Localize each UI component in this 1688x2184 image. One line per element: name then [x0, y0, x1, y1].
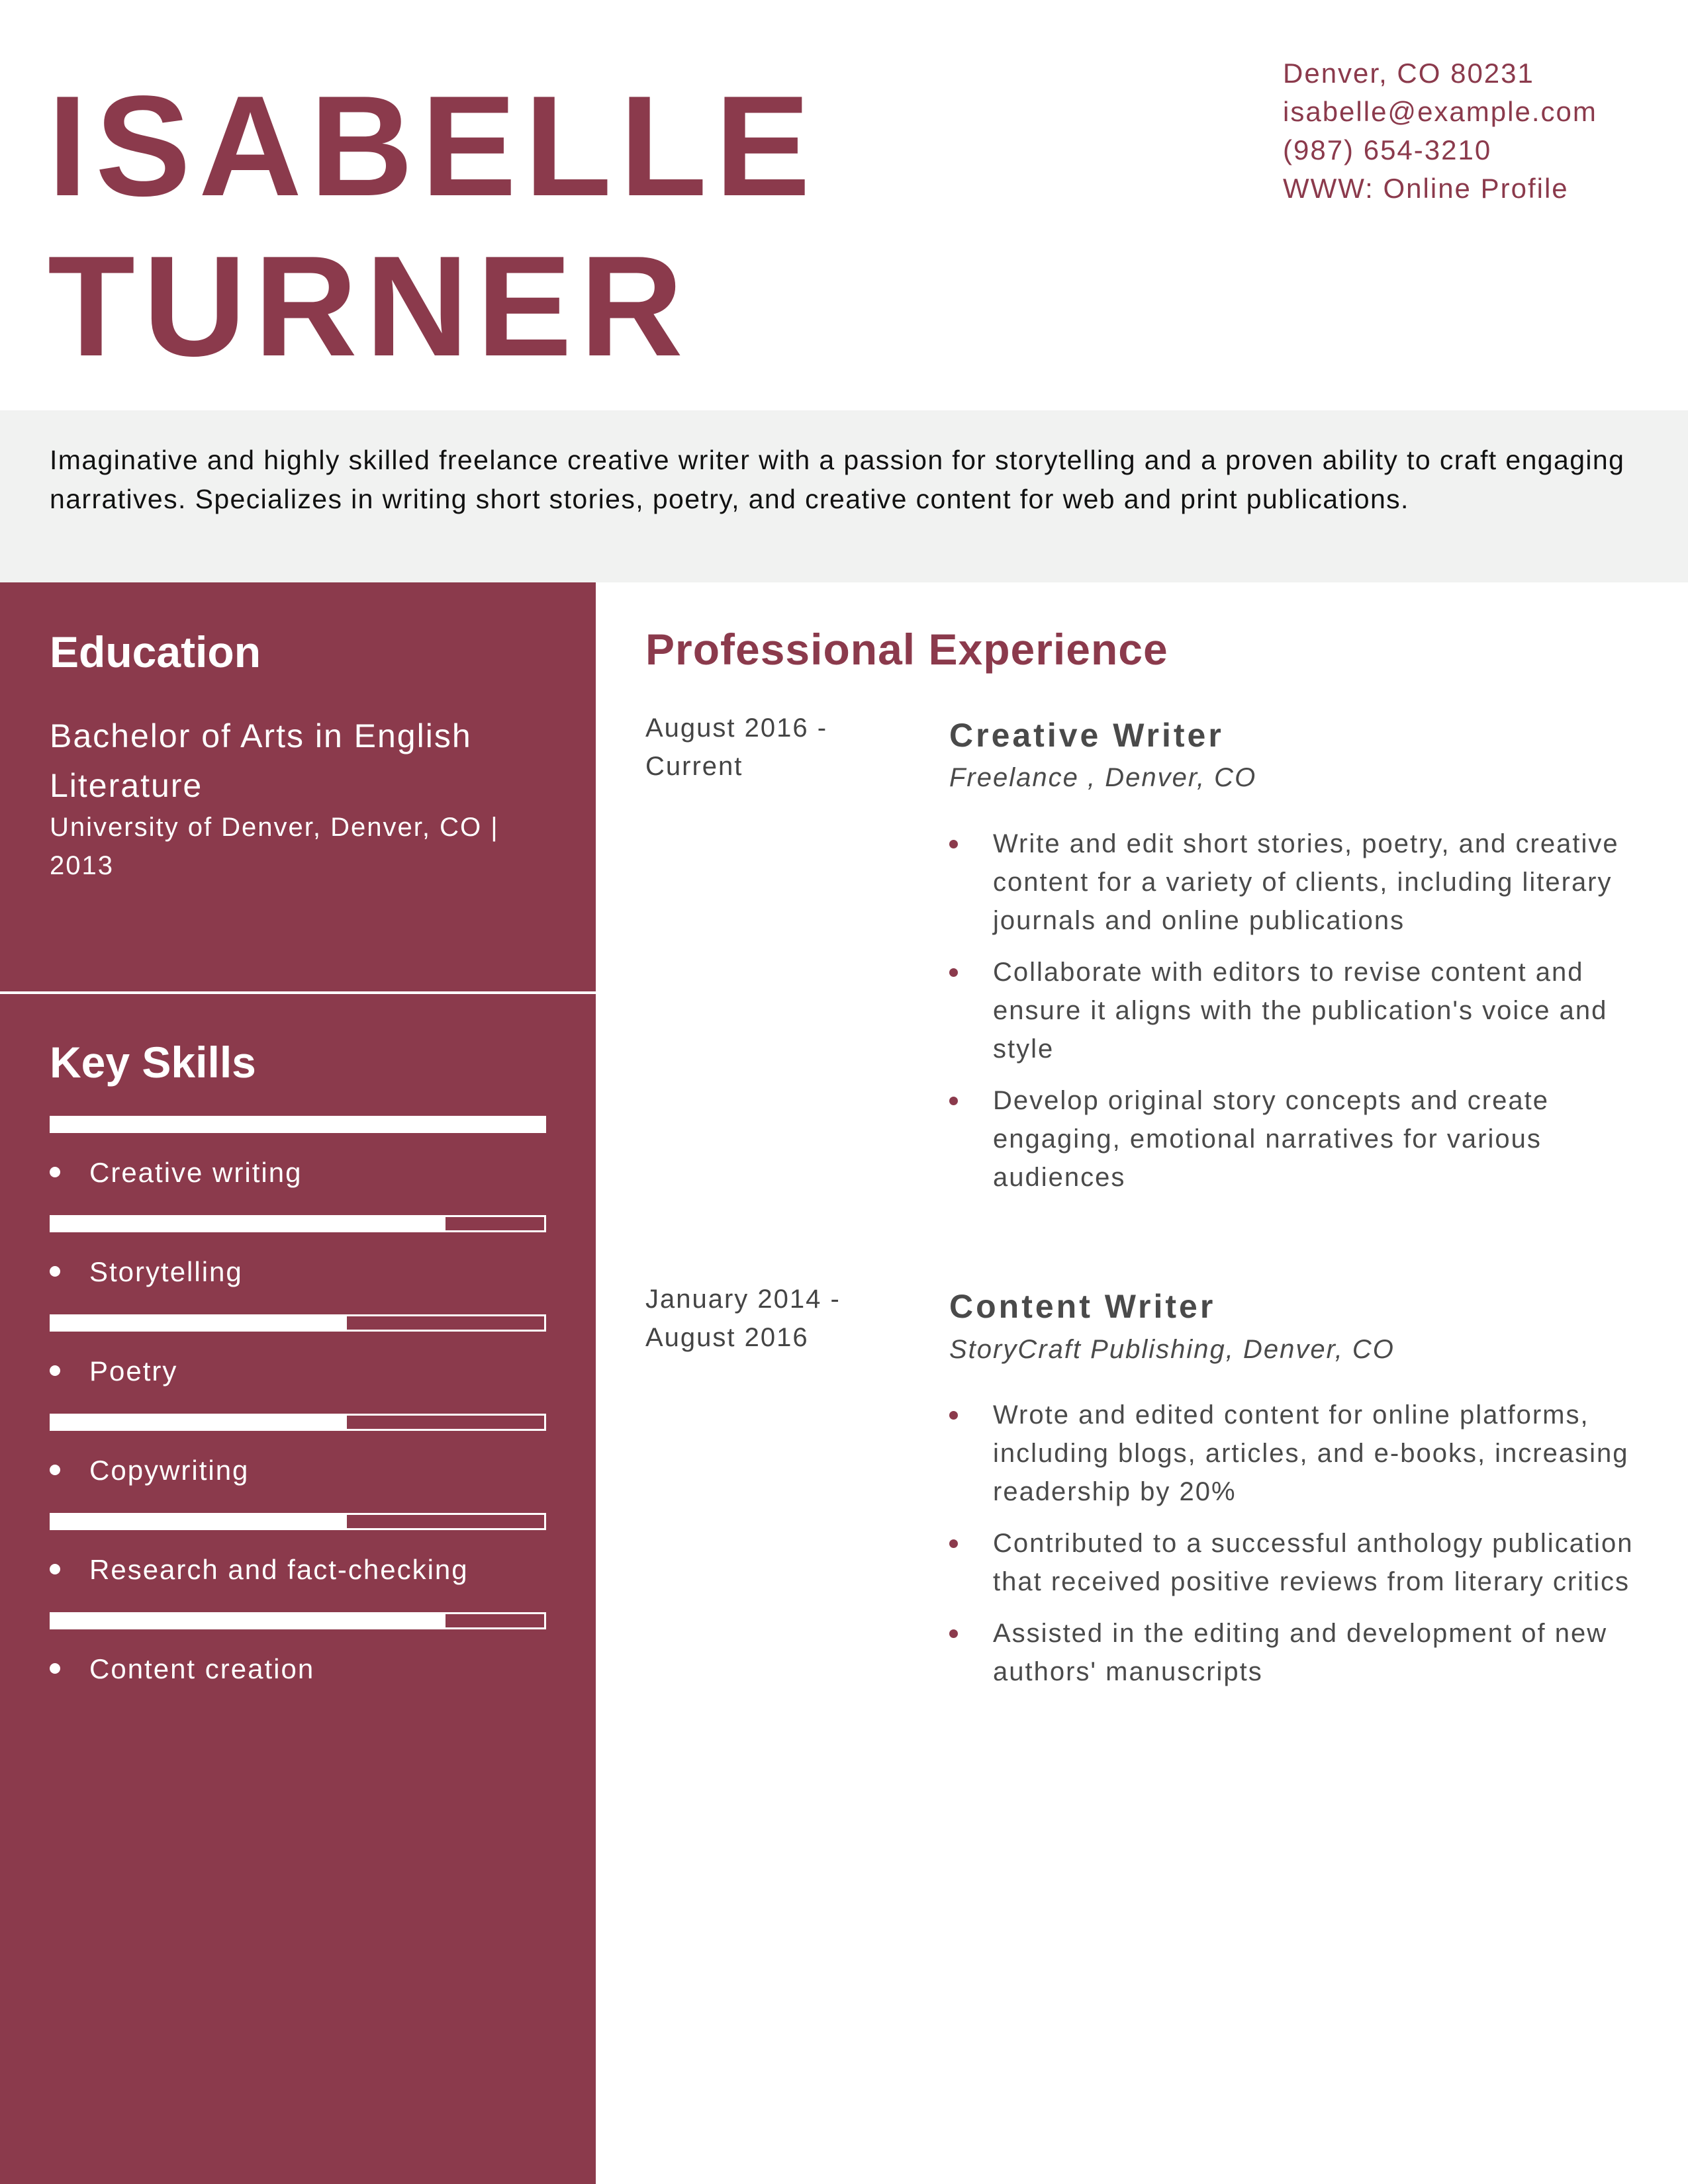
education-school: University of Denver, Denver, CO | 2013 — [50, 813, 499, 880]
skill-item — [50, 1457, 249, 1484]
bullet-dot-icon — [50, 1167, 60, 1177]
skill-level-bar — [50, 1513, 546, 1530]
job-company: StoryCraft Publishing, Denver, CO — [949, 1335, 1395, 1364]
skill-item — [50, 1655, 314, 1683]
last-name: TURNER — [48, 226, 691, 386]
skill-label: Creative writing — [89, 1157, 303, 1188]
skill-level-fill — [52, 1416, 347, 1429]
skill-level-fill — [52, 1118, 544, 1131]
bullet-dot-icon — [949, 840, 958, 848]
job-title: Content Writer — [949, 1288, 1216, 1325]
skill-level-bar — [50, 1414, 546, 1431]
job-bullet: Collaborate with editors to revise content and ensure it aligns with the publication's voice and style — [949, 953, 1651, 1068]
job-bullet: Contributed to a successful anthology publication that received positive reviews from literary critics — [949, 1524, 1651, 1601]
job-dates: January 2014 - August 2016 — [645, 1285, 841, 1352]
skill-label: Poetry — [89, 1355, 178, 1387]
job-dates: August 2016 - Current — [645, 713, 828, 781]
contact-location: Denver, CO 80231 — [1283, 58, 1534, 89]
job-bullet-list — [949, 825, 1651, 1210]
bullet-dot-icon — [50, 1663, 60, 1674]
job-company: Freelance , Denver, CO — [949, 763, 1257, 792]
bullet-dot-icon — [50, 1266, 60, 1277]
skill-label: Research and fact-checking — [89, 1554, 469, 1585]
skill-label: Content creation — [89, 1653, 315, 1684]
bullet-dot-icon — [50, 1564, 60, 1574]
sidebar-divider — [0, 991, 596, 994]
skill-level-fill — [52, 1515, 347, 1528]
skill-level-bar — [50, 1215, 546, 1232]
experience-heading: Professional Experience — [645, 625, 1168, 674]
bullet-dot-icon — [949, 1539, 958, 1548]
skill-item — [50, 1159, 302, 1187]
education-heading: Education — [50, 627, 261, 676]
bullet-dot-icon — [949, 1411, 958, 1420]
skill-level-bar — [50, 1612, 546, 1629]
bullet-dot-icon — [50, 1465, 60, 1475]
skill-item — [50, 1357, 177, 1385]
education-degree: Bachelor of Arts in English Literature — [50, 717, 472, 804]
skill-item — [50, 1258, 243, 1286]
job-bullet-list — [949, 1396, 1651, 1704]
skills-heading: Key Skills — [50, 1038, 256, 1087]
contact-email[interactable]: isabelle@example.com — [1283, 96, 1597, 127]
skill-level-fill — [52, 1614, 445, 1627]
skill-level-bar — [50, 1116, 546, 1133]
job-bullet: Assisted in the editing and development of new authors' manuscripts — [949, 1614, 1651, 1691]
job-bullet: Write and edit short stories, poetry, and creative content for a variety of clients, including literary journals and online publications — [949, 825, 1651, 940]
skill-label: Copywriting — [89, 1455, 250, 1486]
job-title: Creative Writer — [949, 717, 1224, 754]
contact-phone[interactable]: (987) 654-3210 — [1283, 134, 1492, 165]
skill-item — [50, 1556, 469, 1584]
contact-website[interactable]: WWW: Online Profile — [1283, 173, 1569, 204]
skill-level-fill — [52, 1316, 347, 1330]
bullet-dot-icon — [949, 1097, 958, 1105]
bullet-dot-icon — [949, 968, 958, 977]
skill-label: Storytelling — [89, 1256, 243, 1287]
job-bullet: Develop original story concepts and create engaging, emotional narratives for various audiences — [949, 1081, 1651, 1197]
job-bullet: Wrote and edited content for online platforms, including blogs, articles, and e-books, increasing readership by 20% — [949, 1396, 1651, 1511]
skill-level-bar — [50, 1314, 546, 1332]
skill-level-fill — [52, 1217, 445, 1230]
contact-info — [1283, 54, 1597, 208]
bullet-dot-icon — [949, 1629, 958, 1638]
summary-text: Imaginative and highly skilled freelance creative writer with a passion for storytelling and a proven ability to craft engaging narratives. Specializes in writing short stories, poetry, and creative content for web and print publications. — [50, 445, 1625, 514]
bullet-dot-icon — [50, 1365, 60, 1376]
first-name: ISABELLE — [48, 66, 819, 226]
